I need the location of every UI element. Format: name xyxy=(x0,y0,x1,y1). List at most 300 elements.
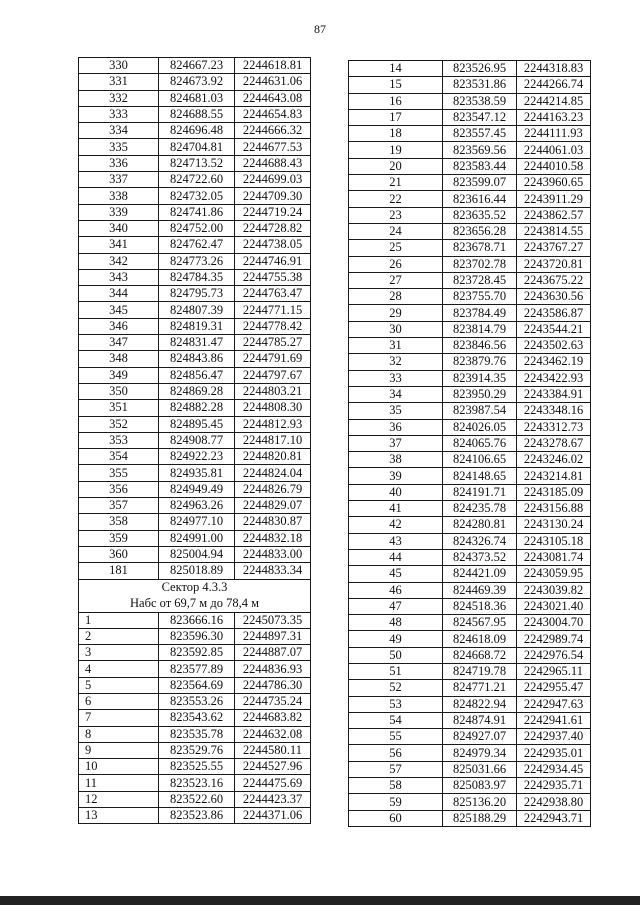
table-row xyxy=(79,693,311,709)
y-coordinate: 2244709.30 xyxy=(235,188,311,204)
table-row xyxy=(79,204,311,220)
point-number: 46 xyxy=(349,582,443,598)
point-number: 35 xyxy=(349,403,443,419)
y-coordinate: 2243021.40 xyxy=(517,598,591,614)
x-coordinate: 823523.86 xyxy=(159,808,235,824)
x-coordinate: 824421.09 xyxy=(443,566,517,582)
point-number: 44 xyxy=(349,549,443,565)
x-coordinate: 824935.81 xyxy=(159,465,235,481)
section-subtitle: Набс от 69,7 м до 78,4 м xyxy=(79,596,311,613)
y-coordinate: 2244791.69 xyxy=(235,351,311,367)
point-number: 55 xyxy=(349,729,443,745)
x-coordinate: 824807.39 xyxy=(159,302,235,318)
point-number: 351 xyxy=(79,400,159,416)
y-coordinate: 2244061.03 xyxy=(517,142,591,158)
point-number: 14 xyxy=(349,61,443,77)
point-number: 21 xyxy=(349,175,443,191)
x-coordinate: 824673.92 xyxy=(159,74,235,90)
y-coordinate: 2243462.19 xyxy=(517,354,591,370)
point-number: 341 xyxy=(79,237,159,253)
point-number: 2 xyxy=(79,628,159,644)
x-coordinate: 824908.77 xyxy=(159,432,235,448)
point-number: 48 xyxy=(349,615,443,631)
x-coordinate: 824567.95 xyxy=(443,615,517,631)
point-number: 342 xyxy=(79,253,159,269)
y-coordinate: 2243544.21 xyxy=(517,321,591,337)
point-number: 347 xyxy=(79,335,159,351)
point-number: 58 xyxy=(349,778,443,794)
point-number: 32 xyxy=(349,354,443,370)
point-number: 7 xyxy=(79,710,159,726)
table-row xyxy=(349,484,591,500)
point-number: 38 xyxy=(349,452,443,468)
y-coordinate: 2244808.30 xyxy=(235,400,311,416)
point-number: 20 xyxy=(349,158,443,174)
y-coordinate: 2244618.81 xyxy=(235,58,311,74)
x-coordinate: 824927.07 xyxy=(443,729,517,745)
x-coordinate: 823879.76 xyxy=(443,354,517,370)
table-row xyxy=(349,468,591,484)
y-coordinate: 2242935.01 xyxy=(517,745,591,761)
x-coordinate: 824681.03 xyxy=(159,90,235,106)
table-row xyxy=(79,612,311,628)
y-coordinate: 2244836.93 xyxy=(235,661,311,677)
y-coordinate: 2244163.23 xyxy=(517,109,591,125)
table-row xyxy=(349,582,591,598)
point-number: 13 xyxy=(79,808,159,824)
x-coordinate: 824704.81 xyxy=(159,139,235,155)
table-row xyxy=(349,191,591,207)
point-number: 340 xyxy=(79,220,159,236)
x-coordinate: 824026.05 xyxy=(443,419,517,435)
table-row xyxy=(349,207,591,223)
x-coordinate: 824667.23 xyxy=(159,58,235,74)
x-coordinate: 824991.00 xyxy=(159,530,235,546)
y-coordinate: 2244826.79 xyxy=(235,481,311,497)
x-coordinate: 823656.28 xyxy=(443,223,517,239)
x-coordinate: 824949.49 xyxy=(159,481,235,497)
y-coordinate: 2243059.95 xyxy=(517,566,591,582)
table-row xyxy=(349,403,591,419)
y-coordinate: 2244371.06 xyxy=(235,808,311,824)
table-row xyxy=(79,514,311,530)
table-row xyxy=(349,696,591,712)
x-coordinate: 824771.21 xyxy=(443,680,517,696)
point-number: 344 xyxy=(79,286,159,302)
y-coordinate: 2244829.07 xyxy=(235,498,311,514)
x-coordinate: 823814.79 xyxy=(443,321,517,337)
table-row xyxy=(349,501,591,517)
point-number: 1 xyxy=(79,612,159,628)
y-coordinate: 2243675.22 xyxy=(517,272,591,288)
x-coordinate: 823616.44 xyxy=(443,191,517,207)
y-coordinate: 2243384.91 xyxy=(517,386,591,402)
x-coordinate: 824741.86 xyxy=(159,204,235,220)
point-number: 353 xyxy=(79,432,159,448)
x-coordinate: 823666.16 xyxy=(159,612,235,628)
table-row xyxy=(79,237,311,253)
x-coordinate: 824065.76 xyxy=(443,435,517,451)
x-coordinate: 823987.54 xyxy=(443,403,517,419)
scan-edge-bar xyxy=(0,896,640,905)
y-coordinate: 2244699.03 xyxy=(235,172,311,188)
x-coordinate: 824843.86 xyxy=(159,351,235,367)
table-row xyxy=(349,386,591,402)
x-coordinate: 823635.52 xyxy=(443,207,517,223)
x-coordinate: 825083.97 xyxy=(443,778,517,794)
point-number: 354 xyxy=(79,449,159,465)
x-coordinate: 824784.35 xyxy=(159,269,235,285)
x-coordinate: 823522.60 xyxy=(159,791,235,807)
x-coordinate: 824895.45 xyxy=(159,416,235,432)
table-row xyxy=(349,778,591,794)
table-row xyxy=(349,354,591,370)
y-coordinate: 2243348.16 xyxy=(517,403,591,419)
point-number: 335 xyxy=(79,139,159,155)
y-coordinate: 2242965.11 xyxy=(517,663,591,679)
x-coordinate: 823755.70 xyxy=(443,289,517,305)
point-number: 348 xyxy=(79,351,159,367)
x-coordinate: 824822.94 xyxy=(443,696,517,712)
table-row xyxy=(349,794,591,810)
y-coordinate: 2244643.08 xyxy=(235,90,311,106)
coordinates-table-left xyxy=(78,57,311,824)
x-coordinate: 824732.05 xyxy=(159,188,235,204)
table-row xyxy=(349,598,591,614)
table-row xyxy=(349,289,591,305)
y-coordinate: 2244755.38 xyxy=(235,269,311,285)
x-coordinate: 823547.12 xyxy=(443,109,517,125)
point-number: 36 xyxy=(349,419,443,435)
y-coordinate: 2244812.93 xyxy=(235,416,311,432)
x-coordinate: 824752.00 xyxy=(159,220,235,236)
table-row xyxy=(349,729,591,745)
point-number: 25 xyxy=(349,240,443,256)
table-row xyxy=(79,628,311,644)
point-number: 27 xyxy=(349,272,443,288)
y-coordinate: 2243105.18 xyxy=(517,533,591,549)
y-coordinate: 2243278.67 xyxy=(517,435,591,451)
point-number: 333 xyxy=(79,106,159,122)
point-number: 16 xyxy=(349,93,443,109)
table-row xyxy=(349,256,591,272)
point-number: 181 xyxy=(79,563,159,579)
point-number: 28 xyxy=(349,289,443,305)
table-row xyxy=(79,286,311,302)
point-number: 33 xyxy=(349,370,443,386)
page-number: 87 xyxy=(314,22,326,36)
table-row xyxy=(79,58,311,74)
point-number: 53 xyxy=(349,696,443,712)
point-number: 330 xyxy=(79,58,159,74)
x-coordinate: 825031.66 xyxy=(443,761,517,777)
x-coordinate: 824326.74 xyxy=(443,533,517,549)
x-coordinate: 824762.47 xyxy=(159,237,235,253)
table-row xyxy=(79,74,311,90)
point-number: 336 xyxy=(79,155,159,171)
y-coordinate: 2244214.85 xyxy=(517,93,591,109)
y-coordinate: 2244830.87 xyxy=(235,514,311,530)
point-number: 345 xyxy=(79,302,159,318)
point-number: 54 xyxy=(349,712,443,728)
y-coordinate: 2244111.93 xyxy=(517,126,591,142)
x-coordinate: 824235.78 xyxy=(443,501,517,517)
x-coordinate: 824719.78 xyxy=(443,663,517,679)
coordinates-table-right xyxy=(348,60,591,827)
y-coordinate: 2243720.81 xyxy=(517,256,591,272)
x-coordinate: 824882.28 xyxy=(159,400,235,416)
point-number: 355 xyxy=(79,465,159,481)
y-coordinate: 2243911.29 xyxy=(517,191,591,207)
y-coordinate: 2244475.69 xyxy=(235,775,311,791)
y-coordinate: 2244683.82 xyxy=(235,710,311,726)
table-row xyxy=(349,305,591,321)
x-coordinate: 823950.29 xyxy=(443,386,517,402)
point-number: 337 xyxy=(79,172,159,188)
y-coordinate: 2242935.71 xyxy=(517,778,591,794)
point-number: 352 xyxy=(79,416,159,432)
y-coordinate: 2244580.11 xyxy=(235,742,311,758)
x-coordinate: 824874.91 xyxy=(443,712,517,728)
table-row xyxy=(349,175,591,191)
table-row xyxy=(349,223,591,239)
x-coordinate: 823784.49 xyxy=(443,305,517,321)
x-coordinate: 824518.36 xyxy=(443,598,517,614)
y-coordinate: 2243185.09 xyxy=(517,484,591,500)
y-coordinate: 2244423.37 xyxy=(235,791,311,807)
point-number: 10 xyxy=(79,759,159,775)
y-coordinate: 2244803.21 xyxy=(235,383,311,399)
table-row xyxy=(349,631,591,647)
table-row xyxy=(349,321,591,337)
x-coordinate: 824618.09 xyxy=(443,631,517,647)
point-number: 22 xyxy=(349,191,443,207)
y-coordinate: 2244738.05 xyxy=(235,237,311,253)
point-number: 37 xyxy=(349,435,443,451)
table-row xyxy=(79,302,311,318)
y-coordinate: 2244266.74 xyxy=(517,77,591,93)
y-coordinate: 2244833.00 xyxy=(235,546,311,562)
x-coordinate: 824819.31 xyxy=(159,318,235,334)
y-coordinate: 2244010.58 xyxy=(517,158,591,174)
table-row xyxy=(79,710,311,726)
y-coordinate: 2244318.83 xyxy=(517,61,591,77)
x-coordinate: 824773.26 xyxy=(159,253,235,269)
table-row xyxy=(79,449,311,465)
y-coordinate: 2242989.74 xyxy=(517,631,591,647)
y-coordinate: 2244785.27 xyxy=(235,335,311,351)
table-row xyxy=(79,546,311,562)
table-row xyxy=(79,139,311,155)
point-number: 3 xyxy=(79,645,159,661)
x-coordinate: 823599.07 xyxy=(443,175,517,191)
table-row xyxy=(349,761,591,777)
point-number: 56 xyxy=(349,745,443,761)
y-coordinate: 2244797.67 xyxy=(235,367,311,383)
point-number: 9 xyxy=(79,742,159,758)
x-coordinate: 823564.69 xyxy=(159,677,235,693)
point-number: 52 xyxy=(349,680,443,696)
x-coordinate: 823538.59 xyxy=(443,93,517,109)
x-coordinate: 823526.95 xyxy=(443,61,517,77)
point-number: 18 xyxy=(349,126,443,142)
table-row xyxy=(349,338,591,354)
y-coordinate: 2244632.08 xyxy=(235,726,311,742)
point-number: 57 xyxy=(349,761,443,777)
point-number: 45 xyxy=(349,566,443,582)
table-row xyxy=(349,370,591,386)
x-coordinate: 824469.39 xyxy=(443,582,517,598)
y-coordinate: 2244688.43 xyxy=(235,155,311,171)
y-coordinate: 2242938.80 xyxy=(517,794,591,810)
x-coordinate: 824696.48 xyxy=(159,123,235,139)
y-coordinate: 2244677.53 xyxy=(235,139,311,155)
y-coordinate: 2243767.27 xyxy=(517,240,591,256)
y-coordinate: 2243214.81 xyxy=(517,468,591,484)
y-coordinate: 2243246.02 xyxy=(517,452,591,468)
table-row xyxy=(79,726,311,742)
table-row xyxy=(349,77,591,93)
point-number: 49 xyxy=(349,631,443,647)
y-coordinate: 2244719.24 xyxy=(235,204,311,220)
y-coordinate: 2242955.47 xyxy=(517,680,591,696)
table-row xyxy=(79,530,311,546)
table-row xyxy=(79,188,311,204)
point-number: 5 xyxy=(79,677,159,693)
y-coordinate: 2242943.71 xyxy=(517,810,591,826)
table-row xyxy=(349,158,591,174)
y-coordinate: 2244666.32 xyxy=(235,123,311,139)
table-row xyxy=(79,677,311,693)
x-coordinate: 823728.45 xyxy=(443,272,517,288)
table-row xyxy=(349,61,591,77)
point-number: 360 xyxy=(79,546,159,562)
x-coordinate: 824979.34 xyxy=(443,745,517,761)
x-coordinate: 824722.60 xyxy=(159,172,235,188)
y-coordinate: 2243862.57 xyxy=(517,207,591,223)
point-number: 4 xyxy=(79,661,159,677)
x-coordinate: 823569.56 xyxy=(443,142,517,158)
table-row xyxy=(349,272,591,288)
table-row xyxy=(349,142,591,158)
point-number: 29 xyxy=(349,305,443,321)
y-coordinate: 2244654.83 xyxy=(235,106,311,122)
table-row xyxy=(79,791,311,807)
point-number: 50 xyxy=(349,647,443,663)
point-number: 23 xyxy=(349,207,443,223)
y-coordinate: 2244832.18 xyxy=(235,530,311,546)
point-number: 359 xyxy=(79,530,159,546)
point-number: 346 xyxy=(79,318,159,334)
table-row xyxy=(79,318,311,334)
x-coordinate: 823702.78 xyxy=(443,256,517,272)
section-subtitle-row xyxy=(79,596,311,613)
point-number: 59 xyxy=(349,794,443,810)
table-row xyxy=(79,465,311,481)
y-coordinate: 2244735.24 xyxy=(235,693,311,709)
table-row xyxy=(349,663,591,679)
y-coordinate: 2245073.35 xyxy=(235,612,311,628)
y-coordinate: 2244887.07 xyxy=(235,645,311,661)
x-coordinate: 823583.44 xyxy=(443,158,517,174)
y-coordinate: 2242934.45 xyxy=(517,761,591,777)
table-row xyxy=(349,745,591,761)
y-coordinate: 2244833.34 xyxy=(235,563,311,579)
x-coordinate: 823535.78 xyxy=(159,726,235,742)
point-number: 334 xyxy=(79,123,159,139)
table-row xyxy=(79,90,311,106)
table-row xyxy=(349,549,591,565)
table-row xyxy=(79,416,311,432)
table-row xyxy=(349,517,591,533)
y-coordinate: 2243081.74 xyxy=(517,549,591,565)
y-coordinate: 2242976.54 xyxy=(517,647,591,663)
y-coordinate: 2243422.93 xyxy=(517,370,591,386)
x-coordinate: 823543.62 xyxy=(159,710,235,726)
point-number: 12 xyxy=(79,791,159,807)
point-number: 356 xyxy=(79,481,159,497)
point-number: 40 xyxy=(349,484,443,500)
x-coordinate: 824713.52 xyxy=(159,155,235,171)
x-coordinate: 824869.28 xyxy=(159,383,235,399)
point-number: 350 xyxy=(79,383,159,399)
table-row xyxy=(349,435,591,451)
table-row xyxy=(79,123,311,139)
y-coordinate: 2244817.10 xyxy=(235,432,311,448)
table-row xyxy=(349,452,591,468)
y-coordinate: 2244786.30 xyxy=(235,677,311,693)
y-coordinate: 2244778.42 xyxy=(235,318,311,334)
y-coordinate: 2242947.63 xyxy=(517,696,591,712)
y-coordinate: 2243312.73 xyxy=(517,419,591,435)
table-row xyxy=(79,335,311,351)
table-row xyxy=(79,481,311,497)
x-coordinate: 825018.89 xyxy=(159,563,235,579)
table-row xyxy=(349,93,591,109)
x-coordinate: 823557.45 xyxy=(443,126,517,142)
table-row xyxy=(79,383,311,399)
x-coordinate: 823678.71 xyxy=(443,240,517,256)
point-number: 11 xyxy=(79,775,159,791)
table-row xyxy=(349,712,591,728)
x-coordinate: 823846.56 xyxy=(443,338,517,354)
x-coordinate: 823525.55 xyxy=(159,759,235,775)
x-coordinate: 824922.23 xyxy=(159,449,235,465)
y-coordinate: 2243156.88 xyxy=(517,501,591,517)
point-number: 34 xyxy=(349,386,443,402)
section-title: Сектор 4.3.3 xyxy=(79,579,311,596)
x-coordinate: 824977.10 xyxy=(159,514,235,530)
x-coordinate: 824831.47 xyxy=(159,335,235,351)
point-number: 8 xyxy=(79,726,159,742)
point-number: 24 xyxy=(349,223,443,239)
y-coordinate: 2243004.70 xyxy=(517,615,591,631)
table-row xyxy=(79,253,311,269)
table-row xyxy=(79,106,311,122)
y-coordinate: 2242941.61 xyxy=(517,712,591,728)
table-row xyxy=(79,367,311,383)
table-row xyxy=(79,432,311,448)
x-coordinate: 825136.20 xyxy=(443,794,517,810)
point-number: 51 xyxy=(349,663,443,679)
y-coordinate: 2244771.15 xyxy=(235,302,311,318)
y-coordinate: 2243502.63 xyxy=(517,338,591,354)
table-row xyxy=(349,109,591,125)
x-coordinate: 824668.72 xyxy=(443,647,517,663)
point-number: 357 xyxy=(79,498,159,514)
table-row xyxy=(79,269,311,285)
point-number: 331 xyxy=(79,74,159,90)
